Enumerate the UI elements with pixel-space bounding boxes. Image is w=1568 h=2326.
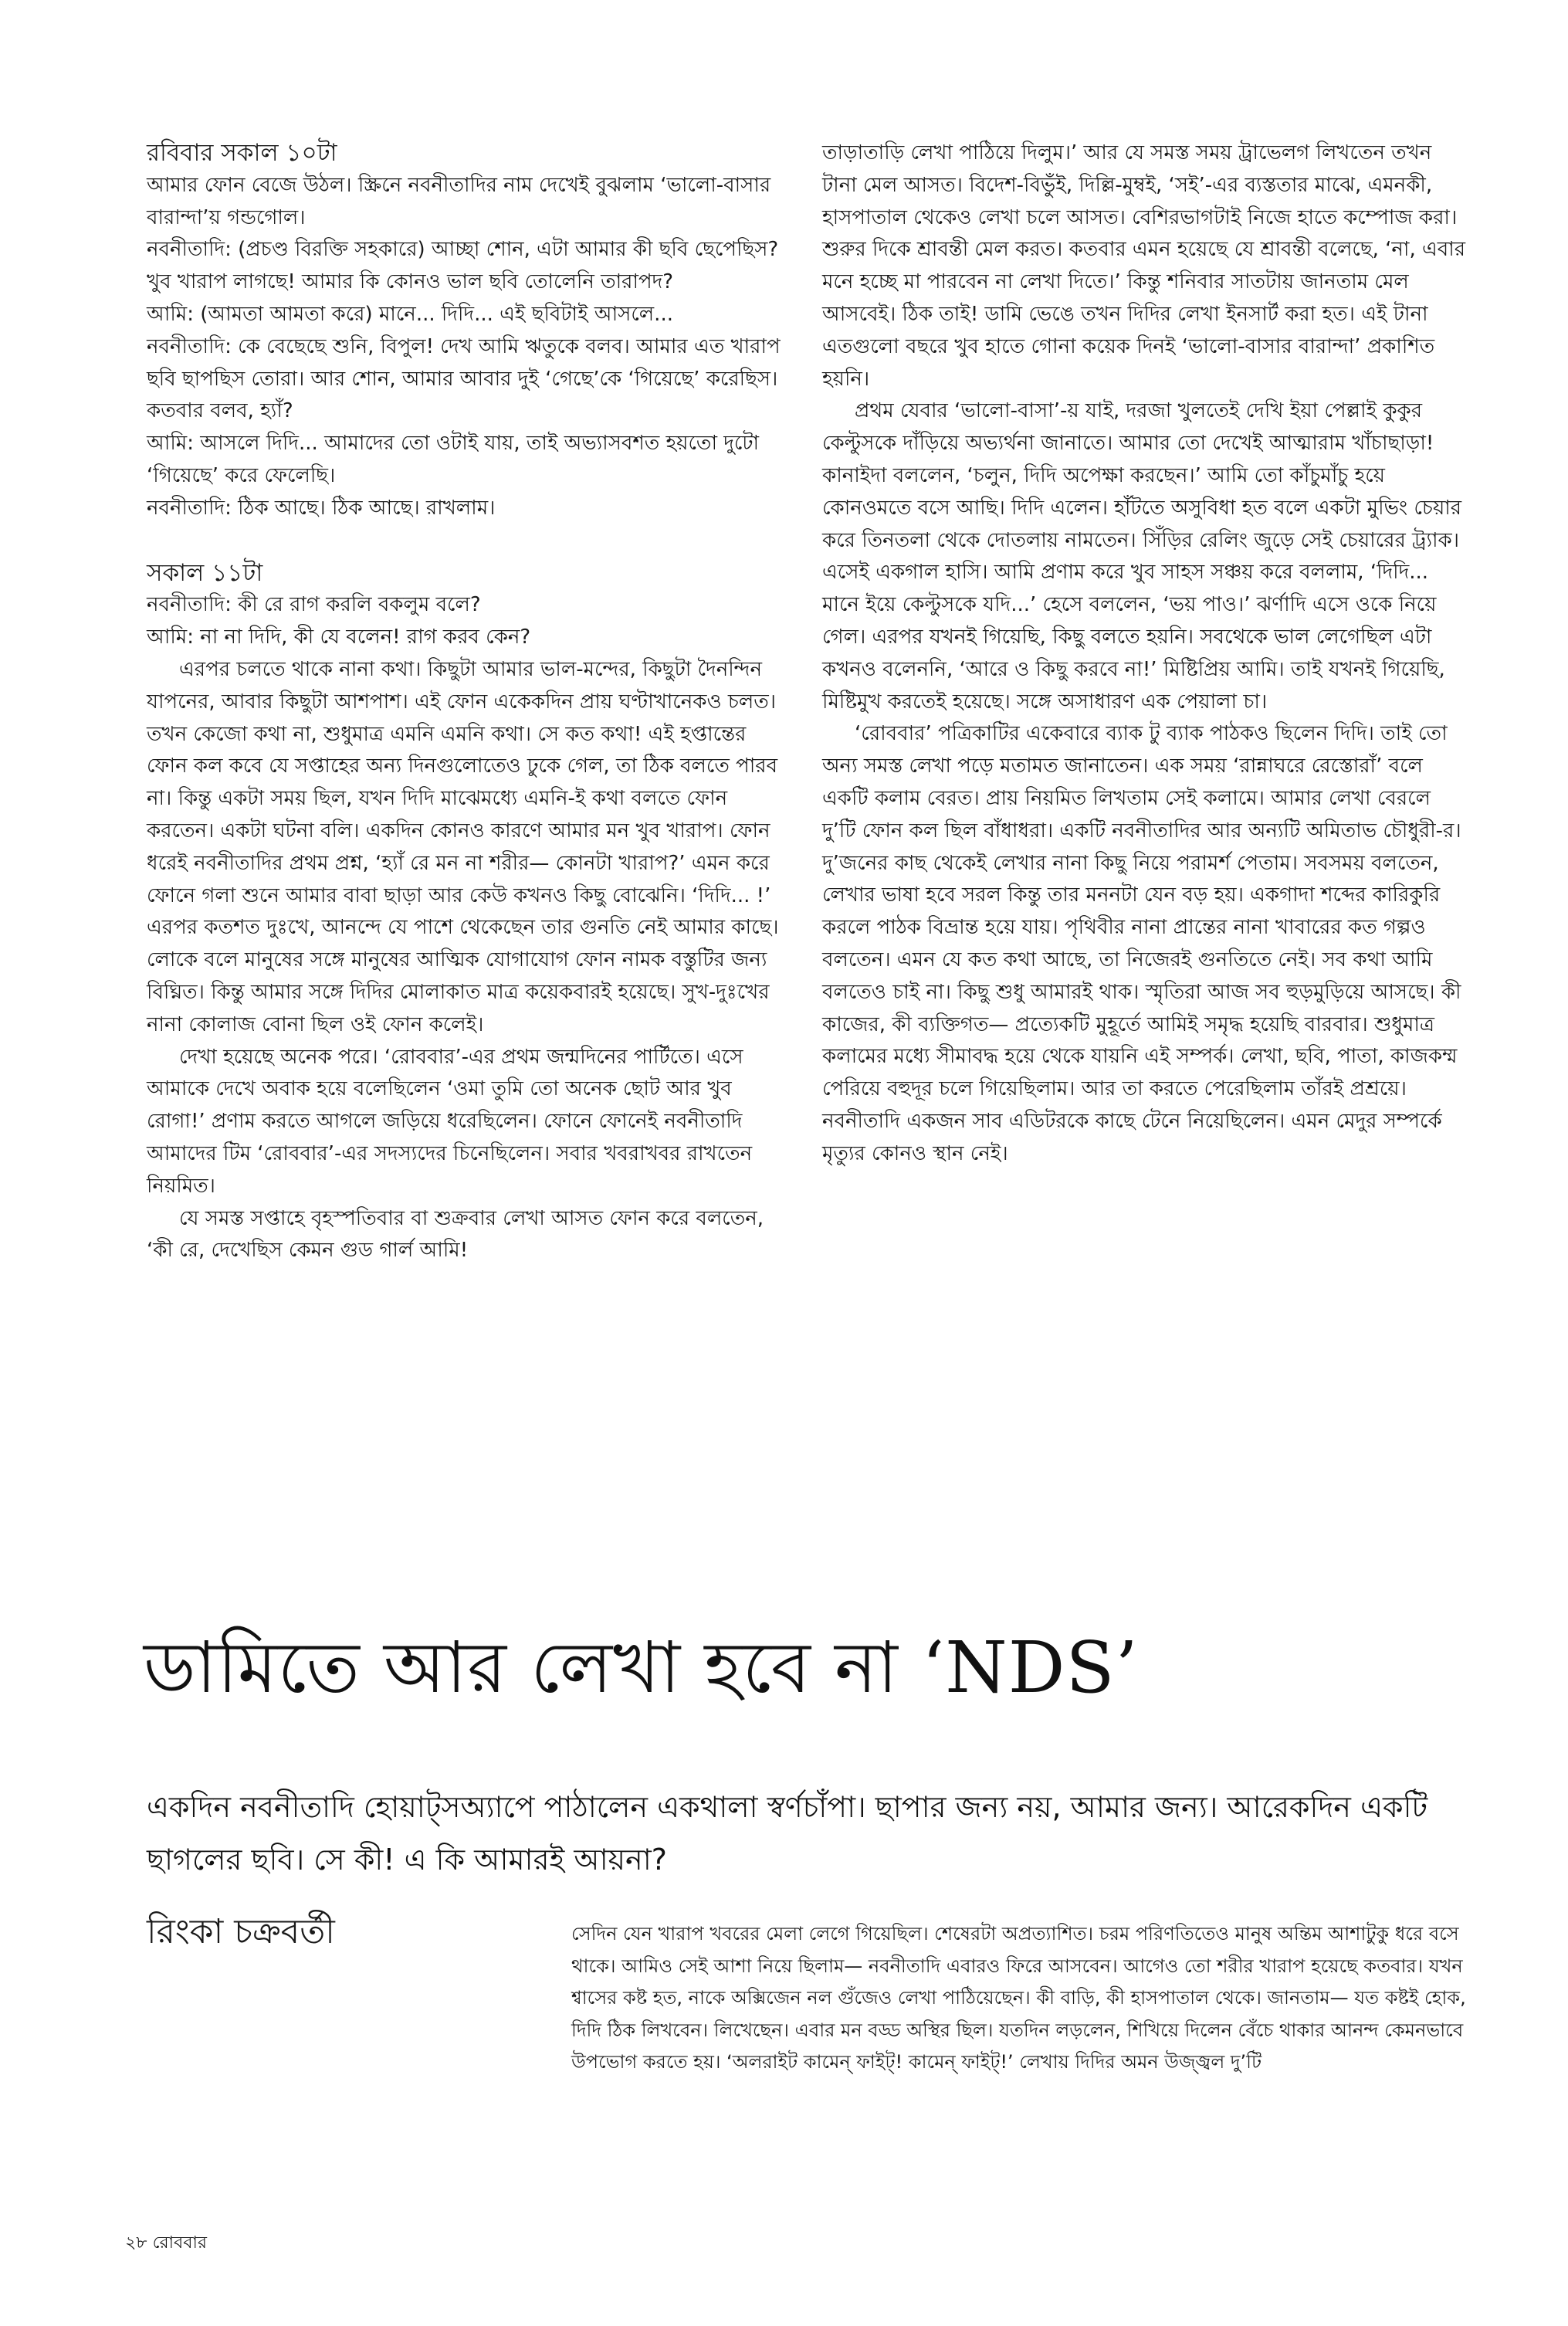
dialogue-line: নবনীতাদি: কী রে রাগ করলি বকলুম বলে? (147, 593, 481, 617)
dialogue-line: নবনীতাদি: ঠিক আছে। ঠিক আছে। রাখলাম। (147, 496, 496, 520)
paragraph: যে সমস্ত সপ্তাহে বৃহস্পতিবার বা শুক্রবার লেখা আসত ফোন করে বলতেন, ‘কী রে, দেখেছিস কেমন গুড গার্ল আমি! (147, 1206, 764, 1263)
author-byline: রিংকা চক্রবর্তী (147, 1912, 335, 1951)
section-heading-1: রবিবার সকাল ১০টা (147, 139, 337, 167)
paragraph: প্রথম যেবার ‘ভালো-বাসা’-য় যাই, দরজা খুলতেই দেখি ইয়া পেল্লাই কুকুর কেল্টুসকে দাঁড়িয়ে অভ্যর্থনা জানাতে। আমার তো দেখেই আত্মারাম খাঁচাছাড়া! কানাইদা বললেন, ‘চলুন, দিদি অপেক্ষা করছেন।’ আমি তো কাঁচুমাঁচু হয়ে কোনওমতে বসে আছি। দিদি এলেন। হাঁটতে অসুবিধা হত বলে একটা মুভিং চেয়ার করে তিনতলা থেকে দোতলায় নামতেন। সিঁড়ির রেলিং জুড়ে সেই চেয়ারের ট্র্যাক। এসেই একগাল হাসি। আমি প্রণাম করে খুব সাহস সঞ্চয় করে বললাম, ‘দিদি... মানে ইয়ে কেল্টুসকে যদি...’ হেসে বললেন, ‘ভয় পাও।’ ঝর্ণাদি এসে ওকে নিয়ে গেল। এরপর যখনই গিয়েছি, কিছু বলতে হয়নি। সবথেকে ভাল লেগেছিল এটা কখনও বলেননি, ‘আরে ও কিছু করবে না!’ মিষ্টিপ্রিয় আমি। তাই যখনই গিয়েছি, মিষ্টিমুখ করতেই হয়েছে। সঙ্গে অসাধারণ এক পেয়ালা চা। (822, 399, 1462, 714)
paragraph: ‘রোববার’ পত্রিকাটির একেবারে ব্যাক টু ব্যাক পাঠকও ছিলেন দিদি। তাই তো অন্য সমস্ত লেখা পড়ে মতামত জানাতেন। এক সময় ‘রান্নাঘরে রেস্তোরাঁ’ বলে একটি কলাম বেরত। প্রায় নিয়মিত লিখতাম সেই কলামে। আমার লেখা বেরলে দু’টি ফোন কল ছিল বাঁধাধরা। একটি নবনীতাদির আর অন্যটি অমিতাভ চৌধুরী-র। দু’জনের কাছ থেকেই লেখার নানা কিছু নিয়ে পরামর্শ পেতাম। সবসময় বলতেন, লেখার ভাষা হবে সরল কিন্তু তার মননটা যেন বড় হয়। একগাদা শব্দের কারিকুরি করলে পাঠক বিভ্রান্ত হয়ে যায়। পৃথিবীর নানা প্রান্তের নানা খাবারের কত গল্পও বলতেন। এমন যে কত কথা আছে, তা নিজেরই গুনতিতে নেই। সব কথা আমি বলতেও চাই না। কিছু শুধু আমারই থাক। স্মৃতিরা আজ সব হুড়মুড়িয়ে আসছে। কী কাজের, কী ব্যক্তিগত— প্রত্যেকটি মুহূর্তে আমিই সমৃদ্ধ হয়েছি বারবার। শুধুমাত্র কলামের মধ্যে সীমাবদ্ধ হয়ে থেকে যায়নি এই সম্পর্ক। লেখা, ছবি, পাতা, কাজকম্ম পেরিয়ে বহুদূর চলে গিয়েছিলাম। আর তা করতে পেরেছিলাম তাঁরই প্রশ্রয়ে। নবনীতাদি একজন সাব এডিটরকে কাছে টেনে নিয়েছিলেন। এমন মেদুর সম্পর্কে মৃত্যুর কোনও স্থান নেই। (822, 722, 1461, 1165)
section-heading-2: সকাল ১১টা (147, 558, 263, 587)
right-column (822, 137, 1467, 1171)
dialogue-line: নবনীতাদি: (প্রচণ্ড বিরক্তি সহকারে) আচ্ছা শোন, এটা আমার কী ছবি ছেপেছিস? খুব খারাপ লাগছে! আমার কি কোনও ভাল ছবি তোলেনি তারাপদ? (147, 238, 779, 294)
dialogue-line: নবনীতাদি: কে বেছেছে শুনি, বিপুল! দেখ আমি ঋতুকে বলব। আমার এত খারাপ ছবি ছাপছিস তোরা। আর শোন, আমার আবার দুই ‘গেছে’কে ‘গিয়েছে’ করেছিস। কতবার বলব, হ্যাঁ? (147, 334, 781, 423)
article-deck: একদিন নবনীতাদি হোয়াট্‌সঅ্যাপে পাঠালেন একথালা স্বর্ণচাঁপা। ছাপার জন্য নয়, আমার জন্য। আরেকদিন একটি ছাগলের ছবি। সে কী! এ কি আমারই আয়না? (147, 1790, 1428, 1877)
article-title: ডামিতে আর লেখা হবে না ‘NDS’ (144, 1626, 1139, 1709)
dialogue-line: আমি: (আমতা আমতা করে) মানে... দিদি... এই ছবিটাই আসলে... (147, 302, 673, 326)
dialogue-line: আমি: না না দিদি, কী যে বলেন! রাগ করব কেন? (147, 626, 531, 649)
intro-column (571, 1918, 1475, 2079)
left-column (147, 137, 787, 1267)
paragraph: আমার ফোন বেজে উঠল। স্ক্রিনে নবনীতাদির নাম দেখেই বুঝলাম ‘ভালো-বাসার বারান্দা’য় গন্ডগোল। (147, 173, 771, 229)
paragraph: এরপর চলতে থাকে নানা কথা। কিছুটা আমার ভাল-মন্দের, কিছুটা দৈনন্দিন যাপনের, আবার কিছুটা আশপাশ। এই ফোন একেকদিন প্রায় ঘণ্টাখানেকও চলত। তখন কেজো কথা না, শুধুমাত্র এমনি এমনি কথা। সে কত কথা! এই হপ্তান্তের ফোন কল কবে যে সপ্তাহের অন্য দিনগুলোতেও ঢুকে গেল, তা ঠিক বলতে পারব না। কিন্তু একটা সময় ছিল, যখন দিদি মাঝেমধ্যে এমনি-ই কথা বলতে ফোন করতেন। একটা ঘটনা বলি। একদিন কোনও কারণে আমার মন খুব খারাপ। ফোন ধরেই নবনীতাদির প্রথম প্রশ্ন, ‘হ্যাঁ রে মন না শরীর— কোনটা খারাপ?’ এমন করে ফোনে গলা শুনে আমার বাবা ছাড়া আর কেউ কখনও কিছু বোঝেনি। ‘দিদি... !’ এরপর কতশত দুঃখে, আনন্দে যে পাশে থেকেছেন তার গুনতি নেই আমার কাছে। লোকে বলে মানুষের সঙ্গে মানুষের আত্মিক যোগাযোগ ফোন নামক বস্তুটির জন্য বিঘ্নিত। কিন্তু আমার সঙ্গে দিদির মোলাকাত মাত্র কয়েকবারই হয়েছে। সুখ-দুঃখের নানা কোলাজ বোনা ছিল ওই ফোন কলেই। (147, 657, 779, 1036)
paragraph: দেখা হয়েছে অনেক পরে। ‘রোববার’-এর প্রথম জন্মদিনের পার্টিতে। এসে আমাকে দেখে অবাক হয়ে বলেছিলেন ‘ওমা তুমি তো অনেক ছোট আর খুব রোগা!’ প্রণাম করতে আগলে জড়িয়ে ধরেছিলেন। ফোনে ফোনেই নবনীতাদি আমাদের টিম ‘রোববার’-এর সদস্যদের চিনেছিলেন। সবার খবরাখবর রাখতেন নিয়মিত। (147, 1045, 753, 1198)
dialogue-line: আমি: আসলে দিদি... আমাদের তো ওটাই যায়, তাই অভ্যাসবশত হয়তো দুটো ‘গিয়েছে’ করে ফেলেছি। (147, 432, 760, 487)
paragraph: সেদিন যেন খারাপ খবরের মেলা লেগে গিয়েছিল। শেষেরটা অপ্রত্যাশিত। চরম পরিণতিতেও মানুষ অন্তিম আশাটুকু ধরে বসে থাকে। আমিও সেই আশা নিয়ে ছিলাম— নবনীতাদি এবারও ফিরে আসবেন। আগেও তো শরীর খারাপ হয়েছে কতবার। যখন শ্বাসের কষ্ট হত, নাকে অক্সিজেন নল গুঁজেও লেখা পাঠিয়েছেন। কী বাড়ি, কী হাসপাতাল থেকে। জানতাম— যত কষ্টই হোক, দিদি ঠিক লিখবেন। লিখেছেন। এবার মন বড্ড অস্থির ছিল। যতদিন লড়লেন, শিখিয়ে দিলেন বেঁচে থাকার আনন্দ কেমনভাবে উপভোগ করতে হয়। ‘অলরাইট কামেন্‌ ফাইট্‌! কামেন্‌ ফাইট্‌!’ লেখায় দিদির অমন উজ্জ্বল দু’টি (571, 1923, 1466, 2073)
paragraph: তাড়াতাড়ি লেখা পাঠিয়ে দিলুম।’ আর যে সমস্ত সময় ট্রাভেলগ লিখতেন তখন টানা মেল আসত। বিদেশ-বিভুঁই, দিল্লি-মুম্বই, ‘সই’-এর ব্যস্ততার মাঝে, এমনকী, হাসপাতাল থেকেও লেখা চলে আসত। বেশিরভাগটাই নিজে হাতে কম্পোজ করা। শুরুর দিকে শ্রাবন্তী মেল করত। কতবার এমন হয়েছে যে শ্রাবন্তী বলেছে, ‘না, এবার মনে হচ্ছে মা পারবেন না লেখা দিতে।’ কিন্তু শনিবার সাতটায় জানতাম মেল আসবেই। ঠিক তাই! ডামি ভেঙে তখন দিদির লেখা ইনসার্ট করা হত। এই টানা এতগুলো বছরে খুব হাতে গোনা কয়েক দিনই ‘ভালো-বাসার বারান্দা’ প্রকাশিত হয়নি। (822, 141, 1466, 391)
page-footer: ২৮ রোববার (125, 2233, 207, 2253)
